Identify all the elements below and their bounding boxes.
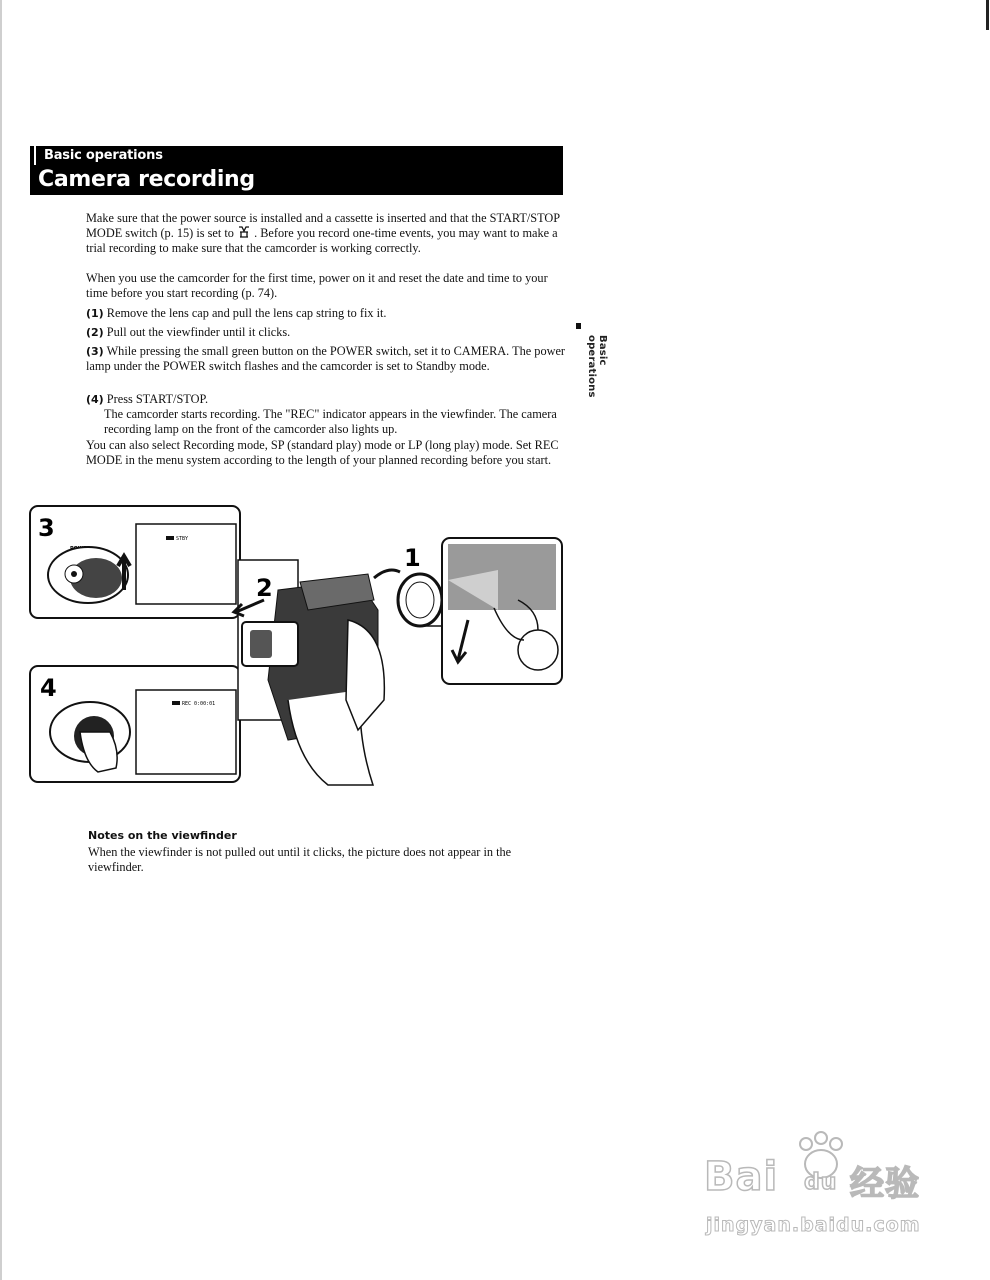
section-label: Basic operations xyxy=(36,146,171,165)
step-1 xyxy=(86,306,566,321)
scan-edge-left xyxy=(0,0,2,1280)
lcd-rec: REC 0:00:01 xyxy=(182,701,216,707)
panel-step-3 xyxy=(30,506,240,618)
scan-edge-right-mark xyxy=(986,0,989,30)
step-4 xyxy=(86,392,566,437)
watermark-brand: Bai xyxy=(704,1154,779,1200)
step4-number: 4 xyxy=(40,674,57,702)
step2-number: 2 xyxy=(256,574,273,602)
intro-paragraph-1 xyxy=(86,211,566,256)
notes-body: When the viewfinder is not pulled out until it clicks, the picture does not appear in the viewfinder. xyxy=(88,845,512,874)
lcd-standby: STBY xyxy=(176,536,189,542)
outro-paragraph: You can also select Recording mode, SP (standard play) mode or LP (long play) mode. Set REC MODE in the menu system according to the length of your planned recording before you start. xyxy=(86,438,559,467)
step3-number: 3 xyxy=(38,514,55,542)
watermark-url: jingyan.baidu.com xyxy=(706,1214,921,1236)
panel-step-1 xyxy=(424,538,562,684)
step-text: Press START/STOP. xyxy=(106,392,209,406)
step-number: (2) xyxy=(86,326,104,339)
panel-step-4 xyxy=(30,666,240,782)
side-tab-label: Basic operations xyxy=(586,335,608,398)
step-text: Pull out the viewfinder until it clicks. xyxy=(106,325,291,339)
step-3 xyxy=(86,344,566,374)
step1-number: 1 xyxy=(404,544,421,572)
single-frame-icon xyxy=(237,226,251,238)
intro-paragraph-2: When you use the camcorder for the first time, power on it and reset the date and time to your time before you start recording (p. 74). xyxy=(86,271,548,300)
step-number: (3) xyxy=(86,345,104,358)
baidu-watermark xyxy=(700,1130,940,1240)
page-title: Camera recording xyxy=(38,167,255,192)
step-text: Remove the lens cap and pull the lens cap string to fix it. xyxy=(106,306,387,320)
step-number: (4) xyxy=(86,393,104,406)
camcorder-illustration xyxy=(28,500,568,790)
notes-title: Notes on the viewfinder xyxy=(88,829,237,842)
step-number: (1) xyxy=(86,307,104,320)
title-bar xyxy=(30,165,563,195)
side-tab xyxy=(560,335,608,430)
step-text: While pressing the small green button on the POWER switch, set it to CAMERA. The power lamp under the POWER switch flashes and the camcorder is set to Standby mode. xyxy=(86,344,566,373)
side-tab-marker xyxy=(576,323,581,329)
camcorder-body xyxy=(234,544,442,785)
step-detail: The camcorder starts recording. The "REC" indicator appears in the viewfinder. The camera recording lamp on the front of the camcorder also lights up. xyxy=(104,407,557,436)
watermark-cn: 经验 xyxy=(850,1164,920,1204)
step-2 xyxy=(86,325,566,340)
watermark-brand-du: du xyxy=(804,1170,838,1195)
intro-text-a: Make sure that the power source is installed and a cassette is inserted and that the START/STOP MODE switch (p. 15) is set to xyxy=(86,211,560,240)
intro-text-b: . Before you record one-time events, you may want to make a trial recording to make sure that the camcorder is working correctly. xyxy=(86,226,558,255)
